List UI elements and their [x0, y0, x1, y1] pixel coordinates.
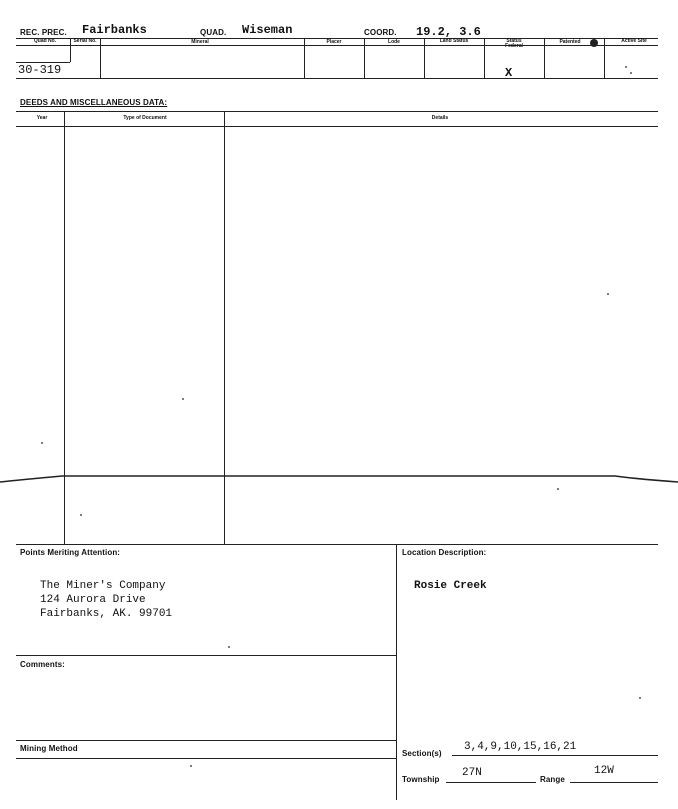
- coord-value: 19.2, 3.6: [416, 25, 481, 39]
- comments-rule: [16, 655, 396, 656]
- mining-method-label: Mining Method: [20, 744, 78, 753]
- col-header-mineral: Mineral: [191, 39, 209, 45]
- row-quad-no: 30-319: [18, 63, 62, 77]
- speck-mark: [228, 646, 230, 648]
- township-underline: [446, 782, 536, 783]
- speck-mark: [630, 72, 632, 74]
- col-header-serial-no: Serial No.: [73, 38, 97, 44]
- points-line-1: The Miner's Company: [40, 580, 166, 592]
- col-header-year: Year: [36, 115, 48, 121]
- col-divider: [70, 38, 71, 62]
- speck-mark: [190, 765, 192, 767]
- location-description-value: Rosie Creek: [414, 580, 487, 592]
- deeds-rule-header: [16, 126, 658, 127]
- rec-prec-value: Fairbanks: [82, 23, 147, 37]
- mining-method-rule: [16, 740, 396, 741]
- col-header-lode: Lode: [388, 39, 400, 45]
- range-value: 12W: [594, 765, 614, 777]
- points-meriting-attention-label: Points Meriting Attention:: [20, 548, 121, 557]
- coord-label: COORD.: [364, 28, 397, 37]
- col-divider: [364, 38, 365, 78]
- points-line-2: 124 Aurora Drive: [40, 594, 146, 606]
- range-label: Range: [540, 775, 565, 784]
- comments-label: Comments:: [20, 660, 65, 669]
- col-divider: [484, 38, 485, 78]
- header-rule-mid: [16, 45, 658, 46]
- fold-line: [0, 466, 678, 492]
- row-rule: [16, 62, 70, 63]
- location-description-label: Location Description:: [402, 548, 487, 557]
- col-header-status-federal: Status Federal: [505, 38, 523, 49]
- speck-mark: [625, 66, 627, 68]
- col-divider: [424, 38, 425, 78]
- township-label: Township: [402, 775, 440, 784]
- col-divider: [544, 38, 545, 78]
- deeds-rule-top: [16, 111, 658, 112]
- row-status-federal: X: [505, 66, 513, 80]
- col-header-land-status: Land Status: [439, 38, 469, 44]
- deeds-section-title: DEEDS AND MISCELLANEOUS DATA:: [20, 98, 168, 107]
- col-header-quad-no: Quad No.: [33, 38, 57, 44]
- sections-label: Section(s): [402, 749, 442, 758]
- bottom-col-divider: [396, 544, 397, 800]
- col-header-patented: Patented: [559, 39, 581, 45]
- header-rule-bottom: [16, 78, 658, 79]
- col-divider: [100, 38, 101, 78]
- quad-value: Wiseman: [242, 23, 293, 37]
- points-line-3: Fairbanks, AK. 99701: [40, 608, 173, 620]
- speck-mark: [639, 697, 641, 699]
- col-divider: [304, 38, 305, 78]
- speck-mark: [80, 514, 82, 516]
- col-header-placer: Placer: [326, 39, 342, 45]
- col-header-details: Details: [431, 115, 449, 121]
- col-header-active-site: Active Site: [621, 38, 647, 44]
- speck-mark: [41, 442, 43, 444]
- patented-dot-icon: [590, 39, 598, 47]
- deeds-rule-bottom: [16, 544, 658, 545]
- speck-mark: [182, 398, 184, 400]
- range-underline: [570, 782, 658, 783]
- quad-label: QUAD.: [200, 28, 227, 37]
- rec-prec-label: REC. PREC.: [20, 28, 67, 37]
- col-header-type-of-document: Type of Document: [123, 115, 167, 121]
- speck-mark: [557, 488, 559, 490]
- sections-underline: [452, 755, 658, 756]
- speck-mark: [607, 293, 609, 295]
- col-divider: [604, 38, 605, 78]
- township-value: 27N: [462, 767, 482, 779]
- mining-method-underline: [16, 758, 396, 759]
- sections-value: 3,4,9,10,15,16,21: [464, 741, 577, 753]
